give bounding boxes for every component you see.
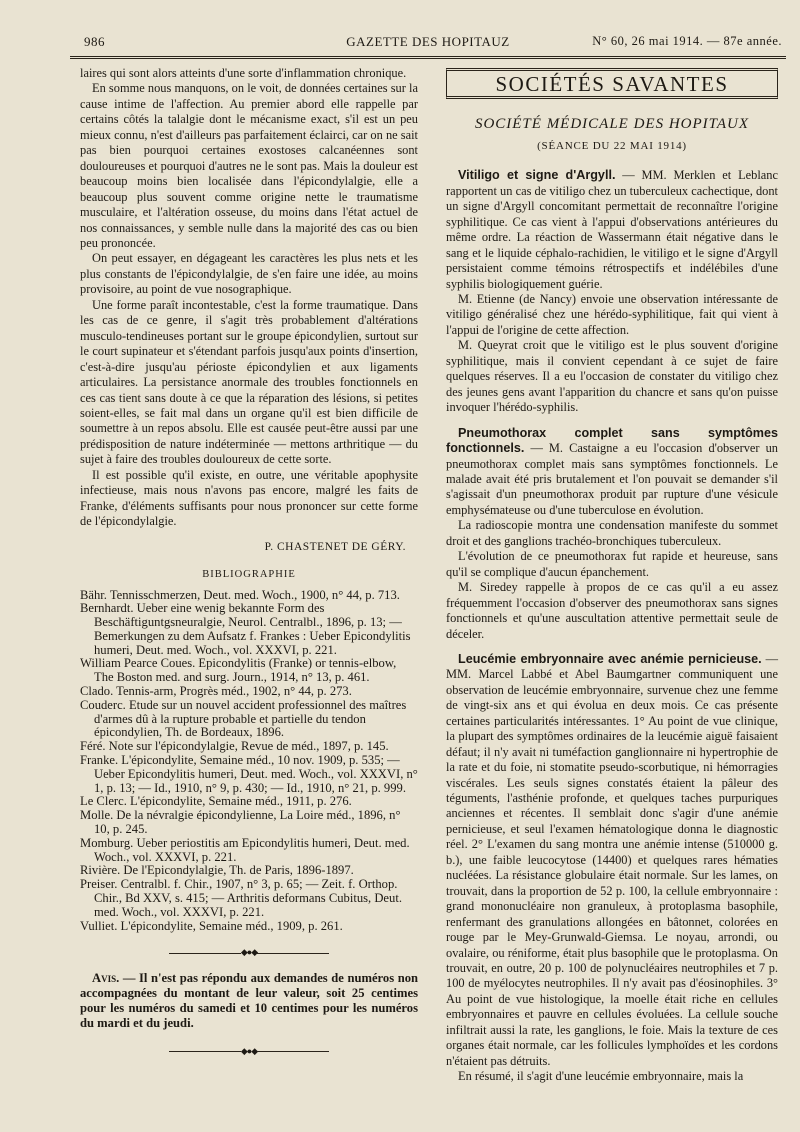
session-date: (SÉANCE DU 22 MAI 1914): [537, 139, 687, 152]
right-column: [446, 68, 778, 1085]
topic-heading: Pneumothorax complet sans symptômes fonctionnels.: [446, 425, 778, 456]
bibliography-entry: Molle. De la névralgie épicondylienne, La Loire méd., 1896, n° 10, p. 245.: [80, 808, 401, 837]
bibliography-entry: Momburg. Ueber periostitis am Epicondylitis humeri, Deut. med. Woch., vol. XXXVI, p. 221.: [80, 835, 410, 864]
paragraph: Une forme paraît incontestable, c'est la forme traumatique. Dans les cas de ce genre, il s'agit très probablement d'altérations musculo-tendineuses portant sur le groupe épicondylien, surtout sur le court supinateur et s'étendant parfois jusqu'aux points d'insertion, c'est-à-dire jusqu'au périoste épicondylien et aux ligaments articulaires. La persistance anormale des troubles fonctionnels en ces cas tient sans doute à ce que la réparation des lésions, si petites soient-elles, se fait mal dans un organe qu'il est bien difficile de soumettre à un repos absolu. Elle est causée peut-être aussi par une prédisposition de nature indéterminée — mettons arthritique — du sujet à faire des troubles douloureux de cette sorte.: [80, 297, 418, 467]
bibliography-entry: Féré. Note sur l'épicondylalgie, Revue de méd., 1897, p. 145.: [80, 739, 389, 754]
paragraph: Pneumothorax complet sans symptômes fonctionnels. — M. Castaigne a eu l'occasion d'observer un pneumothorax complet mais sans symptômes fonctionnels. Le malade avait été pris brutalement et l'on pouvait se demander s'il s'agissait d'un pneumothorax produit par rupture d'une vésicule emphysémateuse ou d'une tuberculose en évolution.: [446, 425, 778, 517]
author-signature: P. CHASTENET DE GÉRY.: [264, 540, 406, 553]
paragraph: L'évolution de ce pneumothorax fut rapide et heureuse, sans qu'il se complique d'aucun épanchement.: [446, 549, 778, 579]
paragraph: Vitiligo et signe d'Argyll. — MM. Merklen et Leblanc rapportent un cas de vitiligo chez un tuberculeux cachectique, dont un signe d'Argyll concomitant permettait de reconnaître l'origine syphilitique. Ce cas vient à l'appui d'observations antérieures du même ordre. La réaction de Wassermann était négative dans le sang et le liquide céphalo-rachidien, le vitiligo et le signe d'Argyll persistaient comme témoins rétrospectifs et indélébiles d'une syphilis biologiquement guérie.: [446, 168, 778, 291]
notice-text: — Il n'est pas répondu aux demandes de numéros non accompagnées du montant de leur valeur, soit 25 centimes pour les numéros du samedi et 10 centimes pour les numéros du mardi et du jeudi.: [80, 970, 418, 1031]
paragraph: La radioscopie montra une condensation manifeste du sommet droit et des ganglions trachéo-bronchiques tuberculeux.: [446, 518, 778, 548]
paragraph: M. Etienne (de Nancy) envoie une observation intéressante de vitiligo généralisé chez une hérédo-syphilitique, fait qui vient à l'appui de l'origine de cette affection.: [446, 291, 778, 337]
bibliography-entry: Preiser. Centralbl. f. Chir., 1907, n° 3, p. 65; — Zeit. f. Orthop. Chir., Bd XXV, s. 415; — Arthritis deformans Cubitus, Deut. med. Woch., vol. XXXVI, p. 221.: [80, 877, 402, 919]
society-title: SOCIÉTÉ MÉDICALE DES HOPITAUX: [474, 116, 750, 133]
paragraph: M. Queyrat croit que le vitiligo est le plus souvent d'origine syphilitique, mais il convient cependant à ce sujet de faire quelques réserves. Il a eu l'occasion de constater du vitiligo chez des jeunes gens avant l'apparition du chancre et sans qu'on puisse invoquer l'hérédo-syphilis.: [446, 338, 778, 415]
bibliography-entry: Vulliet. L'épicondylite, Semaine méd., 1909, p. 261.: [80, 918, 343, 933]
ornament-divider: ◆●◆: [80, 945, 418, 960]
bibliography-entry: William Pearce Coues. Epicondylitis (Franke) or tennis-elbow, The Boston med. and surg. Journ., 1914, n° 13, p. 461.: [80, 656, 397, 685]
bibliography-entry: Bernhardt. Ueber eine wenig bekannte Form des Beschäftiguntgsneuralgie, Neurol. Centralbl., 1896, p. 13; — Bemerkungen zu dem Aufsatz f. Frankes : Ueber Epicondylitis humeri, Deut. med. Woch., vol. XXXVI, p. 221.: [80, 601, 411, 657]
journal-title: GAZETTE DES HOPITAUZ: [346, 34, 510, 49]
notice-lead: Avis.: [92, 970, 120, 985]
paragraph: laires qui sont alors atteints d'une sorte d'inflammation chronique.: [80, 66, 407, 80]
bibliography-title: BIBLIOGRAPHIE: [202, 569, 296, 581]
notice-paragraph: [80, 971, 418, 1032]
issue-info: N° 60, 26 mai 1914. — 87e année.: [592, 34, 782, 48]
running-head: [70, 30, 786, 59]
bibliography-entry: Bähr. Tennisschmerzen, Deut. med. Woch., 1900, n° 44, p. 713.: [80, 587, 400, 602]
bibliography-entry: Couderc. Etude sur un nouvel accident professionnel des maîtres d'armes dû à la rupture probable et partielle du tendon épicondylien, Th. de Bordeaux, 1896.: [80, 697, 407, 740]
bibliography-entry: Le Clerc. L'épicondylite, Semaine méd., 1911, p. 276.: [80, 794, 352, 809]
page-number: 986: [84, 34, 105, 49]
left-column: [80, 66, 418, 1069]
paragraph: En résumé, il s'agit d'une leucémie embryonnaire, mais la: [458, 1069, 744, 1084]
bibliography-entry: Clado. Tennis-arm, Progrès méd., 1902, n° 44, p. 273.: [80, 684, 352, 699]
paragraph: On peut essayer, en dégageant les caractères les plus nets et les plus constants de l'épicondylalgie, de s'en faire une idée, au moins provisoire, au point de vue nosographique.: [80, 251, 418, 297]
topic-heading: Vitiligo et signe d'Argyll.: [458, 168, 616, 183]
section-title: SOCIÉTÉS SAVANTES: [446, 68, 778, 99]
bibliography-entry: Rivière. De l'Epicondylalgie, Th. de Paris, 1896-1897.: [80, 863, 354, 878]
paragraph: Il est possible qu'il existe, en outre, une véritable apophysite infectieuse, mais nous n'avons pas encore, malgré les faits de Franke, d'éléments suffisants pour nous prononcer sur cette forme de l'épicondylalgie.: [80, 467, 418, 529]
topic-heading: Leucémie embryonnaire avec anémie pernicieuse.: [458, 651, 762, 666]
paragraph: En somme nous manquons, on le voit, de données certaines sur la cause intime de l'affection. Au premier abord elle rappelle par certains côtés la talalgie dont le mécanisme exact, s'il est un peu mieux connu, n'est d'ailleurs pas parfaitement éclairci, car on ne sait pas bien pourquoi certaines exostoses calcanéennes sont douloureuses et pourquoi d'autres ne le sont pas. Mais la douleur est beaucoup moins bien localisée dans l'épicondylalgie, elle a beaucoup plus souvent comme origine nette le traumatisme musculaire, et l'altération osseuse, du moins dans l'état actuel de nos connaissances, y semble nulle dans la majorité des cas ou bien peu prononcée.: [80, 81, 418, 250]
bibliography-entry: Franke. L'épicondylite, Semaine méd., 10 nov. 1909, p. 535; — Ueber Epicondylitis humeri, Deut. med. Woch., vol. XXXVI, n° 1, p. 13; — Id., 1910, n° 9, p. 430; — Id., 1910, n° 21, p. 999.: [80, 753, 418, 795]
paragraph: Leucémie embryonnaire avec anémie pernicieuse. — MM. Marcel Labbé et Abel Baumgartner communiquent une observation de leucémie embryonnaire, survenue chez une femme de vingt-six ans et qui évolua en deux mois. Ce cas présente certaines particularités intéressantes. 1° Au point de vue clinique, la plupart des symptômes ordinaires de la leucémie aiguë faisaient défaut; il n'y avait ni tuméfaction ganglionnaire ni hypertrophie de la rate et du foie, ni stomatite pseudo-scorbutique, ni hémorragies viscérales. Les seuls signes constatés étaient la pâleur des téguments, l'asthénie profonde, et quelques taches purpuriques anciennes et récentes. Il semblait donc s'agir d'une anémie pernicieuse, et seul l'examen hématologique donna le diagnostic réel. 2° L'examen du sang montra une anémie intense (510000 g. b.), une faible leucocytose (14400) et quelques rares hématies nucléées. La résistance globulaire était normale. Sur les lames, on trouvait, dans la proportion de 52 p. 100, la cellule embryonnaire : grand mononucléaire non granuleux, à protoplasma basophile, renfermant des granulations allongées en bâtonnet, colorées en rouge par le Mey-Grunwald-Giemsa. Le noyau, arrondi, ou ovalaire, ou réniforme, était plus basophile que le protoplasma. On trouvait, en outre, 20 p. 100 de polynucléaires neutrophiles et 7 p. 100 de myélocytes neutrophiles. Il n'y avait pas d'éosinophiles. 3° Au point de vue histologique, la moelle était riche en cellules embryonnaires et pauvre en cellules évoluées. La cellule souche infiltrait aussi la rate, les ganglions, le foie. Mais la texture de ces organes était normale, car les follicules lymphoïdes et les cordons n'étaient pas détruits.: [446, 651, 779, 1068]
paragraph: M. Siredey rappelle à propos de ce cas qu'il a eu assez fréquemment l'occasion d'observer des pneumothorax sans signes fonctionnels et qu'une auscultation attentive permettait seule de déceler.: [446, 580, 778, 641]
ornament-divider: ◆●◆: [80, 1044, 418, 1059]
